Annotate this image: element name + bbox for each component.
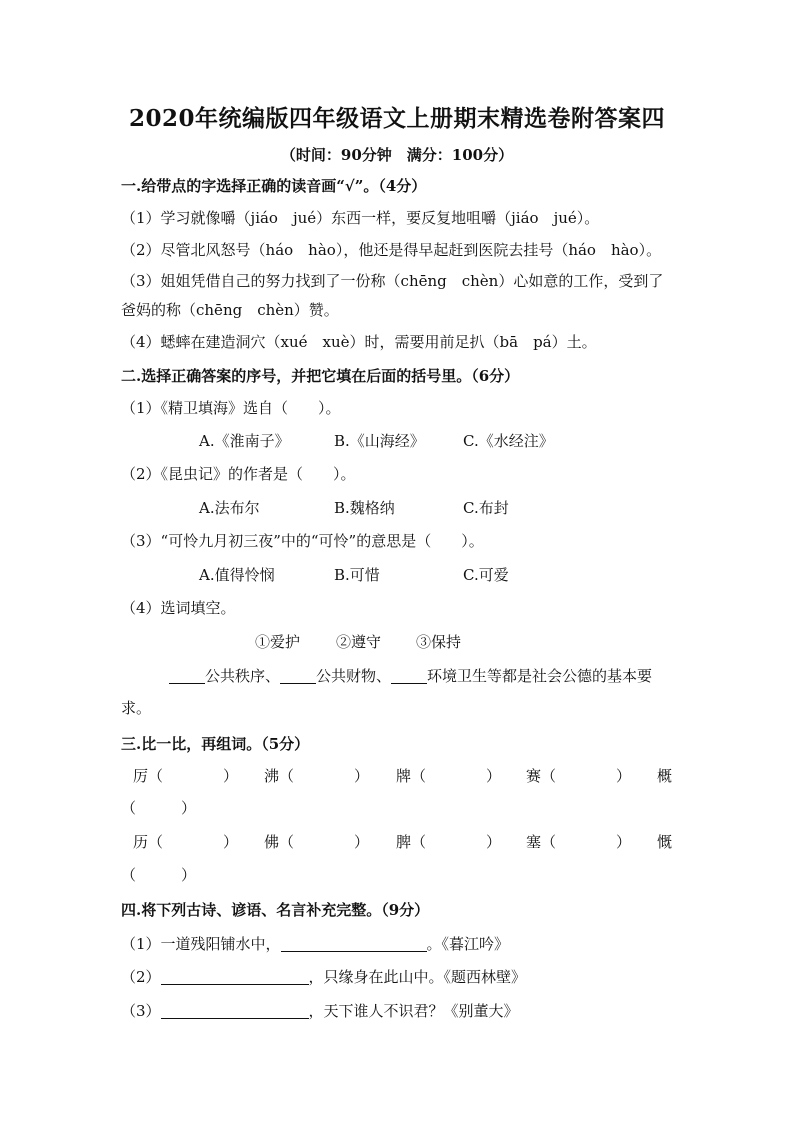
s2-q2-option-c: C.布封 <box>463 499 509 517</box>
s2-q4-word-2: ②遵守 <box>336 633 382 651</box>
s1-question-2: （2）尽管北风怒号（háo hào），他还是得早起赶到医院去挂号（háo hào）。 <box>121 241 662 259</box>
s2-question-2: （2）《昆虫记》的作者是（ ）。 <box>121 465 356 483</box>
s3-row1-item-5: 概 <box>657 767 673 785</box>
answer-blank[interactable] <box>391 667 427 684</box>
s3-row2-item-1: 历（ ） <box>133 833 239 851</box>
s2-q4-fill-wrap: 求。 <box>121 699 152 717</box>
answer-blank[interactable] <box>281 935 427 952</box>
s2-q1-option-c: C.《水经注》 <box>463 432 554 450</box>
s3-row1-item-1: 厉（ ） <box>133 767 239 785</box>
s2-q1-option-b: B.《山海经》 <box>334 432 425 450</box>
s2-q2-option-b: B.魏格纳 <box>334 499 395 517</box>
s1-question-4: （4）蟋蟀在建造洞穴（xué xuè）时，需要用前足扒（bā pá）土。 <box>121 333 597 351</box>
s2-q2-option-a: A.法布尔 <box>199 499 260 517</box>
s3-row1-item-4: 赛（ ） <box>526 767 632 785</box>
s3-row2-wrap: （ ） <box>121 866 197 884</box>
answer-blank[interactable] <box>161 968 309 985</box>
s3-row1-item-3: 牌（ ） <box>396 767 502 785</box>
s4-question-2: （2） ，只缘身在此山中。《题西林壁》 <box>121 968 527 986</box>
s2-q4-word-1: ①爱护 <box>255 633 301 651</box>
s3-row2-item-3: 脾（ ） <box>396 833 502 851</box>
answer-blank[interactable] <box>280 667 316 684</box>
s3-row2-item-5: 慨 <box>657 833 673 851</box>
s2-q4-fill-sentence: 公共秩序、 公共财物、 环境卫生等都是社会公德的基本要 <box>169 666 652 686</box>
s2-question-4: （4）选词填空。 <box>121 599 236 617</box>
section-3-heading: 三.比一比，再组词。（5分） <box>121 735 310 753</box>
s3-row1-item-2: 沸（ ） <box>264 767 370 785</box>
s2-q3-option-c: C.可爱 <box>463 566 509 584</box>
s2-question-1: （1）《精卫填海》选自（ ）。 <box>121 399 341 417</box>
exam-info: （时间：90分钟 满分：100分） <box>280 146 514 164</box>
section-4-heading: 四.将下列古诗、谚语、名言补充完整。（9分） <box>121 901 430 919</box>
s1-question-3b: 爸妈的称（chēng chèn）赞。 <box>121 301 339 319</box>
s2-q4-word-3: ③保持 <box>416 633 462 651</box>
s2-q3-option-b: B.可惜 <box>334 566 380 584</box>
s2-q1-option-a: A.《淮南子》 <box>199 432 290 450</box>
s3-row2-item-2: 佛（ ） <box>264 833 370 851</box>
answer-blank[interactable] <box>169 667 205 684</box>
section-2-heading: 二.选择正确答案的序号，并把它填在后面的括号里。（6分） <box>121 367 520 385</box>
answer-blank[interactable] <box>161 1002 309 1019</box>
s1-question-3a: （3）姐姐凭借自己的努力找到了一份称（chēng chèn）心如意的工作，受到了 <box>121 272 664 290</box>
s2-question-3: （3）“可怜九月初三夜”中的“可怜”的意思是（ ）。 <box>121 532 484 550</box>
s4-question-1: （1）一道残阳铺水中， 。《暮江吟》 <box>121 935 510 953</box>
s4-question-3: （3） ，天下谁人不识君？《别董大》 <box>121 1002 519 1020</box>
page-title: 2020年统编版四年级语文上册期末精选卷附答案四 <box>128 105 665 132</box>
s3-row1-wrap: （ ） <box>121 799 197 817</box>
s1-question-1: （1）学习就像嚼（jiáo jué）东西一样，要反复地咀嚼（jiáo jué）。 <box>121 209 600 227</box>
section-1-heading: 一.给带点的字选择正确的读音画“√”。（4分） <box>121 177 427 195</box>
s3-row2-item-4: 塞（ ） <box>526 833 632 851</box>
s2-q3-option-a: A.值得怜悯 <box>199 566 275 584</box>
